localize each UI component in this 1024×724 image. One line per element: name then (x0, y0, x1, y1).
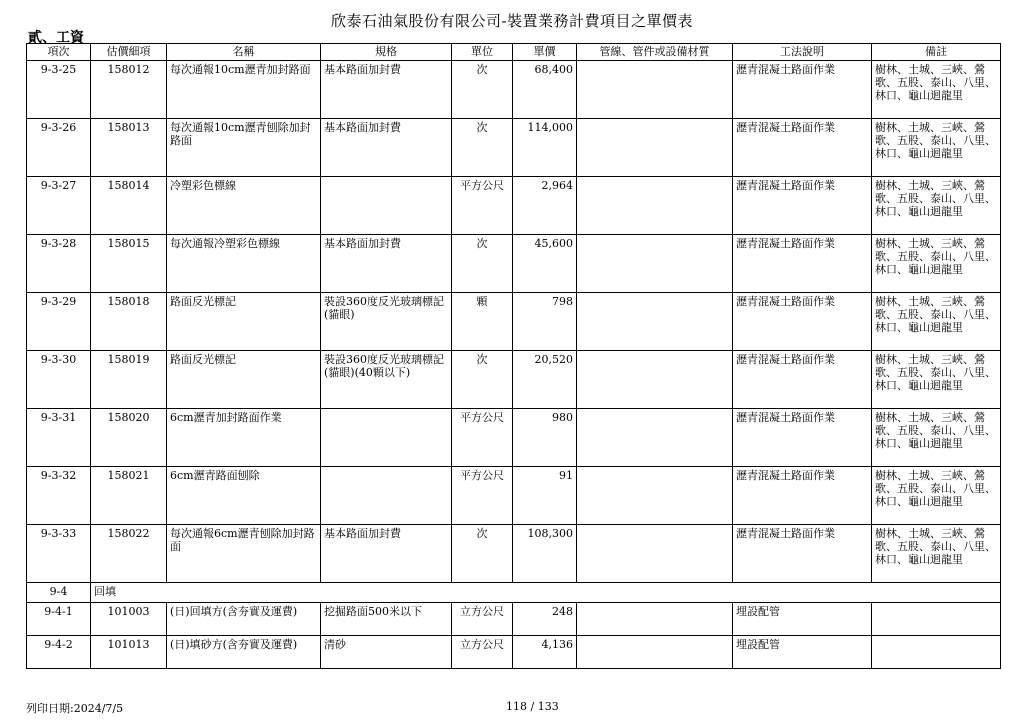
item-code: 158019 (91, 351, 167, 409)
item-material (577, 525, 733, 583)
item-code: 158012 (91, 61, 167, 119)
item-name: (日)回填方(含夯實及運費) (167, 603, 321, 636)
item-note: 樹林、土城、三峽、鶯歌、五股、泰山、八里、林口、龜山迴龍里 (872, 351, 1001, 409)
header-cell: 單價 (513, 44, 577, 61)
item-material (577, 467, 733, 525)
item-material (577, 293, 733, 351)
group-no: 9-4 (27, 583, 91, 603)
item-name: 6cm瀝青加封路面作業 (167, 409, 321, 467)
item-spec: 挖掘路面500米以下 (321, 603, 452, 636)
item-no: 9-3-33 (27, 525, 91, 583)
item-spec (321, 409, 452, 467)
item-code: 101003 (91, 603, 167, 636)
header-cell: 備註 (872, 44, 1001, 61)
item-note (872, 636, 1001, 669)
item-price: 798 (513, 293, 577, 351)
item-price: 20,520 (513, 351, 577, 409)
item-unit: 平方公尺 (452, 467, 513, 525)
item-method: 瀝青混凝土路面作業 (733, 293, 872, 351)
item-price: 68,400 (513, 61, 577, 119)
item-unit: 平方公尺 (452, 409, 513, 467)
header-cell: 工法說明 (733, 44, 872, 61)
item-spec: 基本路面加封費 (321, 525, 452, 583)
item-code: 158014 (91, 177, 167, 235)
item-method: 瀝青混凝土路面作業 (733, 409, 872, 467)
item-name: 路面反光標記 (167, 351, 321, 409)
item-unit: 立方公尺 (452, 636, 513, 669)
item-no: 9-4-2 (27, 636, 91, 669)
item-material (577, 636, 733, 669)
table-row (27, 525, 1001, 583)
table-row (27, 351, 1001, 409)
item-spec: 裝設360度反光玻璃標記(貓眼)(40顆以下) (321, 351, 452, 409)
item-price: 980 (513, 409, 577, 467)
item-material (577, 61, 733, 119)
item-name: 每次通報10cm瀝青刨除加封路面 (167, 119, 321, 177)
item-price: 45,600 (513, 235, 577, 293)
item-spec: 基本路面加封費 (321, 119, 452, 177)
item-name: 6cm瀝青路面刨除 (167, 467, 321, 525)
item-code: 158022 (91, 525, 167, 583)
item-name: 每次通報6cm瀝青刨除加封路面 (167, 525, 321, 583)
item-unit: 次 (452, 119, 513, 177)
table-row (27, 61, 1001, 119)
item-spec (321, 467, 452, 525)
item-price: 4,136 (513, 636, 577, 669)
item-name: (日)填砂方(含夯實及運費) (167, 636, 321, 669)
item-spec: 基本路面加封費 (321, 235, 452, 293)
header-cell: 項次 (27, 44, 91, 61)
item-code: 158013 (91, 119, 167, 177)
item-code: 101013 (91, 636, 167, 669)
item-note: 樹林、土城、三峽、鶯歌、五股、泰山、八里、林口、龜山迴龍里 (872, 119, 1001, 177)
item-code: 158020 (91, 409, 167, 467)
item-method: 瀝青混凝土路面作業 (733, 525, 872, 583)
table-row (27, 636, 1001, 669)
item-method: 瀝青混凝土路面作業 (733, 467, 872, 525)
item-material (577, 603, 733, 636)
item-no: 9-3-27 (27, 177, 91, 235)
item-method: 瀝青混凝土路面作業 (733, 119, 872, 177)
item-method: 瀝青混凝土路面作業 (733, 351, 872, 409)
item-name: 冷塑彩色標線 (167, 177, 321, 235)
item-method: 瀝青混凝土路面作業 (733, 235, 872, 293)
item-note: 樹林、土城、三峽、鶯歌、五股、泰山、八里、林口、龜山迴龍里 (872, 467, 1001, 525)
item-note: 樹林、土城、三峽、鶯歌、五股、泰山、八里、林口、龜山迴龍里 (872, 293, 1001, 351)
item-material (577, 409, 733, 467)
item-material (577, 119, 733, 177)
item-no: 9-4-1 (27, 603, 91, 636)
header-cell: 規格 (321, 44, 452, 61)
item-code: 158015 (91, 235, 167, 293)
item-method: 埋設配管 (733, 603, 872, 636)
item-unit: 立方公尺 (452, 603, 513, 636)
item-unit: 次 (452, 525, 513, 583)
item-method: 瀝青混凝土路面作業 (733, 61, 872, 119)
item-no: 9-3-29 (27, 293, 91, 351)
item-spec (321, 177, 452, 235)
item-material (577, 177, 733, 235)
item-unit: 次 (452, 235, 513, 293)
table-row (27, 235, 1001, 293)
section-heading: 貳、工資 (28, 30, 84, 46)
item-material (577, 235, 733, 293)
item-note: 樹林、土城、三峽、鶯歌、五股、泰山、八里、林口、龜山迴龍里 (872, 409, 1001, 467)
item-code: 158018 (91, 293, 167, 351)
item-note: 樹林、土城、三峽、鶯歌、五股、泰山、八里、林口、龜山迴龍里 (872, 235, 1001, 293)
item-unit: 次 (452, 351, 513, 409)
table-row (27, 119, 1001, 177)
item-note (872, 603, 1001, 636)
item-spec: 裝設360度反光玻璃標記(貓眼) (321, 293, 452, 351)
item-unit: 平方公尺 (452, 177, 513, 235)
table-row (27, 467, 1001, 525)
item-no: 9-3-25 (27, 61, 91, 119)
table-row (27, 177, 1001, 235)
header-cell: 名稱 (167, 44, 321, 61)
item-no: 9-3-31 (27, 409, 91, 467)
item-name: 路面反光標記 (167, 293, 321, 351)
item-name: 每次通報冷塑彩色標線 (167, 235, 321, 293)
table-row (27, 603, 1001, 636)
item-price: 2,964 (513, 177, 577, 235)
item-note: 樹林、土城、三峽、鶯歌、五股、泰山、八里、林口、龜山迴龍里 (872, 525, 1001, 583)
print-date: 列印日期:2024/7/5 (26, 702, 124, 715)
header-cell: 估價細項 (91, 44, 167, 61)
item-price: 248 (513, 603, 577, 636)
table-row (27, 293, 1001, 351)
item-method: 瀝青混凝土路面作業 (733, 177, 872, 235)
group-row (27, 583, 1001, 603)
item-no: 9-3-26 (27, 119, 91, 177)
item-no: 9-3-32 (27, 467, 91, 525)
table-row (27, 409, 1001, 467)
page-number: 118 / 133 (506, 700, 559, 713)
price-table (26, 43, 1001, 669)
item-unit: 顆 (452, 293, 513, 351)
group-label: 回填 (91, 583, 1001, 603)
item-no: 9-3-28 (27, 235, 91, 293)
header-cell: 管線、管件或設備材質 (577, 44, 733, 61)
item-note: 樹林、土城、三峽、鶯歌、五股、泰山、八里、林口、龜山迴龍里 (872, 61, 1001, 119)
document-title: 欣泰石油氣股份有限公司-裝置業務計費項目之單價表 (330, 12, 694, 30)
item-note: 樹林、土城、三峽、鶯歌、五股、泰山、八里、林口、龜山迴龍里 (872, 177, 1001, 235)
item-method: 埋設配管 (733, 636, 872, 669)
item-price: 114,000 (513, 119, 577, 177)
item-code: 158021 (91, 467, 167, 525)
item-spec: 清砂 (321, 636, 452, 669)
item-unit: 次 (452, 61, 513, 119)
item-no: 9-3-30 (27, 351, 91, 409)
item-name: 每次通報10cm瀝青加封路面 (167, 61, 321, 119)
item-spec: 基本路面加封費 (321, 61, 452, 119)
item-material (577, 351, 733, 409)
item-price: 108,300 (513, 525, 577, 583)
table-header-row (27, 44, 1001, 61)
item-price: 91 (513, 467, 577, 525)
header-cell: 單位 (452, 44, 513, 61)
